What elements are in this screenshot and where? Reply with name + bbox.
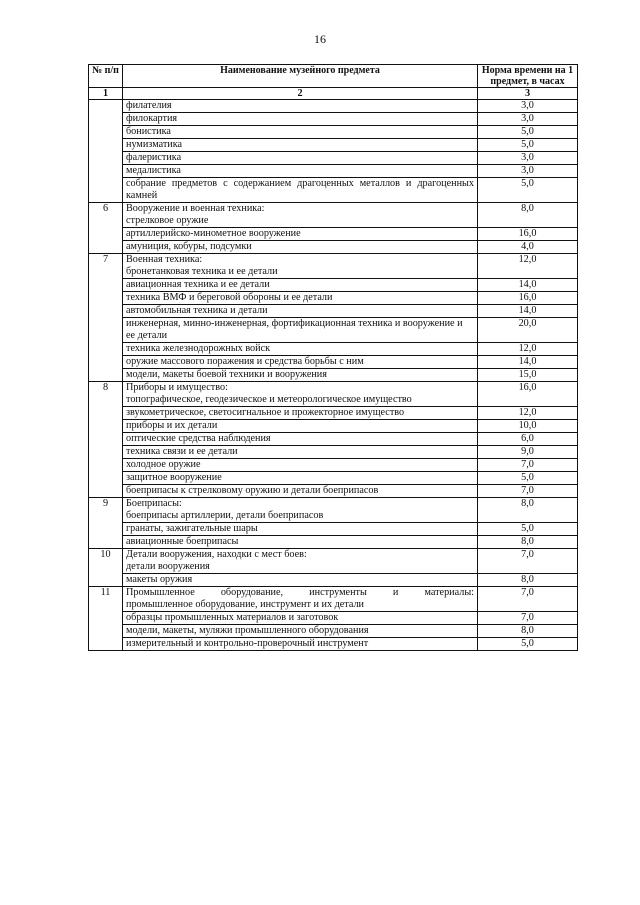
item-name: модели, макеты боевой техники и вооружения	[123, 369, 478, 382]
item-norm: 12,0	[478, 254, 578, 279]
group-item-with-title	[123, 203, 478, 228]
table-row	[89, 100, 578, 113]
item-norm: 5,0	[478, 139, 578, 152]
index-cell: 2	[123, 88, 478, 100]
item-norm: 16,0	[478, 292, 578, 305]
item-norm: 5,0	[478, 638, 578, 651]
item-name: приборы и их детали	[123, 420, 478, 433]
item-name: модели, макеты, муляжи промышленного оборудования	[123, 625, 478, 638]
group-title: Боеприпасы:	[126, 498, 182, 509]
table-row	[89, 139, 578, 152]
item-name: стрелковое оружие	[126, 215, 209, 226]
table-row	[89, 152, 578, 165]
group-title: Вооружение и военная техника:	[126, 203, 265, 214]
item-norm: 3,0	[478, 100, 578, 113]
item-norm: 5,0	[478, 178, 578, 203]
item-norm: 8,0	[478, 203, 578, 228]
table-row	[89, 343, 578, 356]
item-norm: 16,0	[478, 228, 578, 241]
item-name: филателия	[123, 100, 478, 113]
index-cell: 3	[478, 88, 578, 100]
item-name: техника железнодорожных войск	[123, 343, 478, 356]
item-name: измерительный и контрольно-проверочный инструмент	[123, 638, 478, 651]
item-norm: 9,0	[478, 446, 578, 459]
group-title: Детали вооружения, находки с мест боев:	[126, 549, 307, 560]
table-row	[89, 356, 578, 369]
group-title: Промышленное оборудование, инструменты и материалы:	[126, 587, 474, 598]
item-norm: 7,0	[478, 549, 578, 574]
group-number: 7	[89, 254, 123, 382]
item-name: холодное оружие	[123, 459, 478, 472]
item-name: защитное вооружение	[123, 472, 478, 485]
table-row	[89, 612, 578, 625]
item-norm: 16,0	[478, 382, 578, 407]
table-row	[89, 305, 578, 318]
item-name: автомобильная техника и детали	[123, 305, 478, 318]
group-number: 8	[89, 382, 123, 498]
group-number: 9	[89, 498, 123, 549]
item-norm: 8,0	[478, 625, 578, 638]
table-row	[89, 459, 578, 472]
table-row	[89, 549, 578, 574]
item-name: нумизматика	[123, 139, 478, 152]
item-norm: 3,0	[478, 165, 578, 178]
item-name: собрание предметов с содержанием драгоценных металлов и драгоценных камней	[123, 178, 478, 203]
item-name: топографическое, геодезическое и метеорологическое имущество	[126, 394, 412, 405]
item-norm: 20,0	[478, 318, 578, 343]
table-row	[89, 472, 578, 485]
item-norm: 7,0	[478, 587, 578, 612]
item-norm: 14,0	[478, 356, 578, 369]
index-cell: 1	[89, 88, 123, 100]
item-name: инженерная, минно-инженерная, фортификационная техника и вооружение и ее детали	[123, 318, 478, 343]
table-row	[89, 203, 578, 228]
group-item-with-title	[123, 254, 478, 279]
group-title: Приборы и имущество:	[126, 382, 228, 393]
table-row	[89, 523, 578, 536]
museum-items-norms-table	[88, 64, 578, 651]
table-row	[89, 536, 578, 549]
column-index-row	[89, 88, 578, 100]
table-row	[89, 587, 578, 612]
table-row	[89, 318, 578, 343]
table-row	[89, 433, 578, 446]
table-row	[89, 574, 578, 587]
item-norm: 3,0	[478, 152, 578, 165]
item-name: детали вооружения	[126, 561, 210, 572]
header-name: Наименование музейного предмета	[123, 65, 478, 88]
item-norm: 12,0	[478, 407, 578, 420]
item-name: макеты оружия	[123, 574, 478, 587]
item-norm: 14,0	[478, 305, 578, 318]
item-name: техника ВМФ и береговой обороны и ее детали	[123, 292, 478, 305]
table-row	[89, 254, 578, 279]
item-norm: 7,0	[478, 612, 578, 625]
item-name: филокартия	[123, 113, 478, 126]
item-name: фалеристика	[123, 152, 478, 165]
item-norm: 12,0	[478, 343, 578, 356]
item-name: гранаты, зажигательные шары	[123, 523, 478, 536]
table-header-row	[89, 65, 578, 88]
table-row	[89, 420, 578, 433]
item-name: медалистика	[123, 165, 478, 178]
group-title: Военная техника:	[126, 254, 203, 265]
table-row	[89, 228, 578, 241]
table-row	[89, 407, 578, 420]
table-row	[89, 113, 578, 126]
item-norm: 3,0	[478, 113, 578, 126]
table-row	[89, 292, 578, 305]
table-row	[89, 382, 578, 407]
item-norm: 6,0	[478, 433, 578, 446]
page-number: 16	[314, 32, 326, 46]
table-row	[89, 485, 578, 498]
group-number: 6	[89, 203, 123, 254]
item-norm: 8,0	[478, 498, 578, 523]
table-row	[89, 126, 578, 139]
item-name: бронетанковая техника и ее детали	[126, 266, 278, 277]
header-num: № п/п	[89, 65, 123, 88]
table-row	[89, 165, 578, 178]
item-norm: 15,0	[478, 369, 578, 382]
item-norm: 7,0	[478, 485, 578, 498]
group-item-with-title	[123, 498, 478, 523]
item-name: промышленное оборудование, инструмент и их детали	[126, 599, 365, 610]
item-name: образцы промышленных материалов и заготовок	[123, 612, 478, 625]
item-name: авиационные боеприпасы	[123, 536, 478, 549]
table-row	[89, 178, 578, 203]
table-row	[89, 279, 578, 292]
group-number: 10	[89, 549, 123, 587]
item-name: артиллерийско-минометное вооружение	[123, 228, 478, 241]
item-norm: 7,0	[478, 459, 578, 472]
item-name: бонистика	[123, 126, 478, 139]
item-name: боеприпасы артиллерии, детали боеприпасов	[126, 510, 324, 521]
item-name: амуниция, кобуры, подсумки	[123, 241, 478, 254]
item-norm: 8,0	[478, 574, 578, 587]
group-item-with-title	[123, 382, 478, 407]
item-norm: 8,0	[478, 536, 578, 549]
group-item-with-title	[123, 587, 478, 612]
table-row	[89, 446, 578, 459]
group-item-with-title	[123, 549, 478, 574]
item-name: оружие массового поражения и средства борьбы с ним	[123, 356, 478, 369]
table-row	[89, 638, 578, 651]
table-row	[89, 498, 578, 523]
table-row	[89, 241, 578, 254]
item-name: оптические средства наблюдения	[123, 433, 478, 446]
item-norm: 10,0	[478, 420, 578, 433]
item-norm: 4,0	[478, 241, 578, 254]
group-number	[89, 100, 123, 203]
table-body	[89, 100, 578, 651]
item-norm: 5,0	[478, 523, 578, 536]
item-norm: 5,0	[478, 126, 578, 139]
table-row	[89, 369, 578, 382]
item-name: звукометрическое, светосигнальное и прожекторное имущество	[123, 407, 478, 420]
item-name: боеприпасы к стрелковому оружию и детали боеприпасов	[123, 485, 478, 498]
item-name: авиационная техника и ее детали	[123, 279, 478, 292]
item-norm: 5,0	[478, 472, 578, 485]
item-norm: 14,0	[478, 279, 578, 292]
table-row	[89, 625, 578, 638]
item-name: техника связи и ее детали	[123, 446, 478, 459]
group-number: 11	[89, 587, 123, 651]
header-norm: Норма времени на 1 предмет, в часах	[478, 65, 578, 88]
